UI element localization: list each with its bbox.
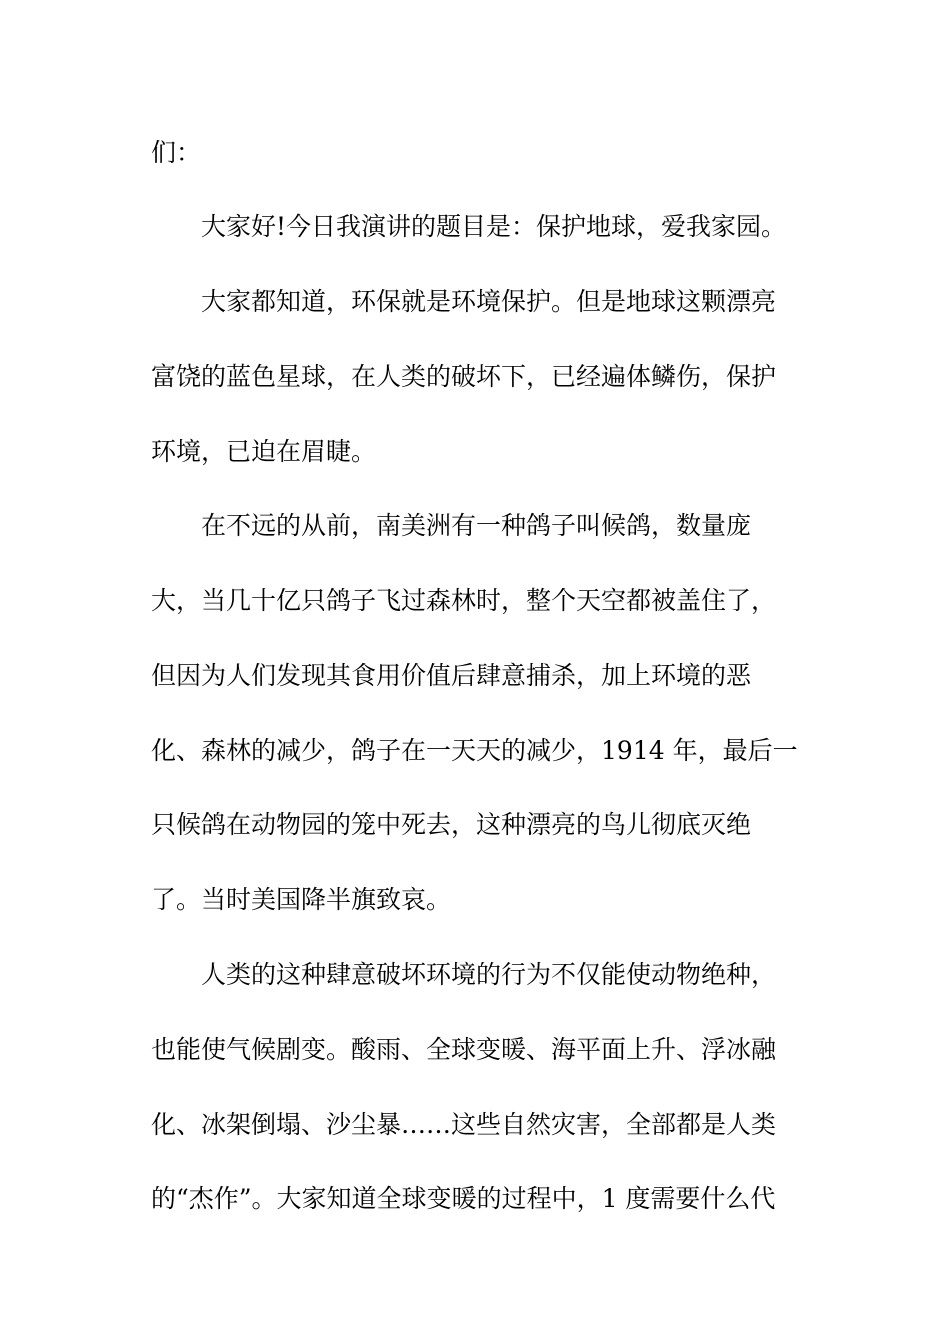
text-line-6: 在不远的从前，南美洲有一种鸽子叫候鸽，数量庞 <box>201 511 752 540</box>
text-line-12: 人类的这种肆意破坏环境的行为不仅能使动物绝种， <box>201 960 777 989</box>
text-line-7: 大，当几十亿只鸽子飞过森林时，整个天空都被盖住了， <box>151 586 777 615</box>
text-line-9: 化、森林的减少，鸽子在一天天的减少，1914 年，最后一 <box>151 736 798 765</box>
text-line-14: 化、冰架倒塌、沙尘暴……这些自然灾害，全部都是人类 <box>151 1110 777 1139</box>
text-line-5: 环境，已迫在眉睫。 <box>151 437 377 466</box>
text-line-10: 只候鸽在动物园的笼中死去，这种漂亮的鸟儿彻底灭绝 <box>151 810 752 839</box>
text-line-4: 富饶的蓝色星球，在人类的破坏下，已经遍体鳞伤，保护 <box>151 362 777 391</box>
text-line-1: 们： <box>151 138 202 167</box>
text-line-13: 也能使气候剧变。酸雨、全球变暖、海平面上升、浮冰融 <box>151 1035 777 1064</box>
text-line-3: 大家都知道，环保就是环境保护。但是地球这颗漂亮 <box>201 287 777 316</box>
text-line-15: 的“杰作”。大家知道全球变暖的过程中，1 度需要什么代 <box>151 1184 776 1213</box>
text-line-11: 了。当时美国降半旗致哀。 <box>151 885 452 914</box>
text-line-8: 但因为人们发现其食用价值后肆意捕杀，加上环境的恶 <box>151 661 752 690</box>
text-line-2: 大家好!今日我演讲的题目是：保护地球，爱我家园。 <box>201 212 787 241</box>
